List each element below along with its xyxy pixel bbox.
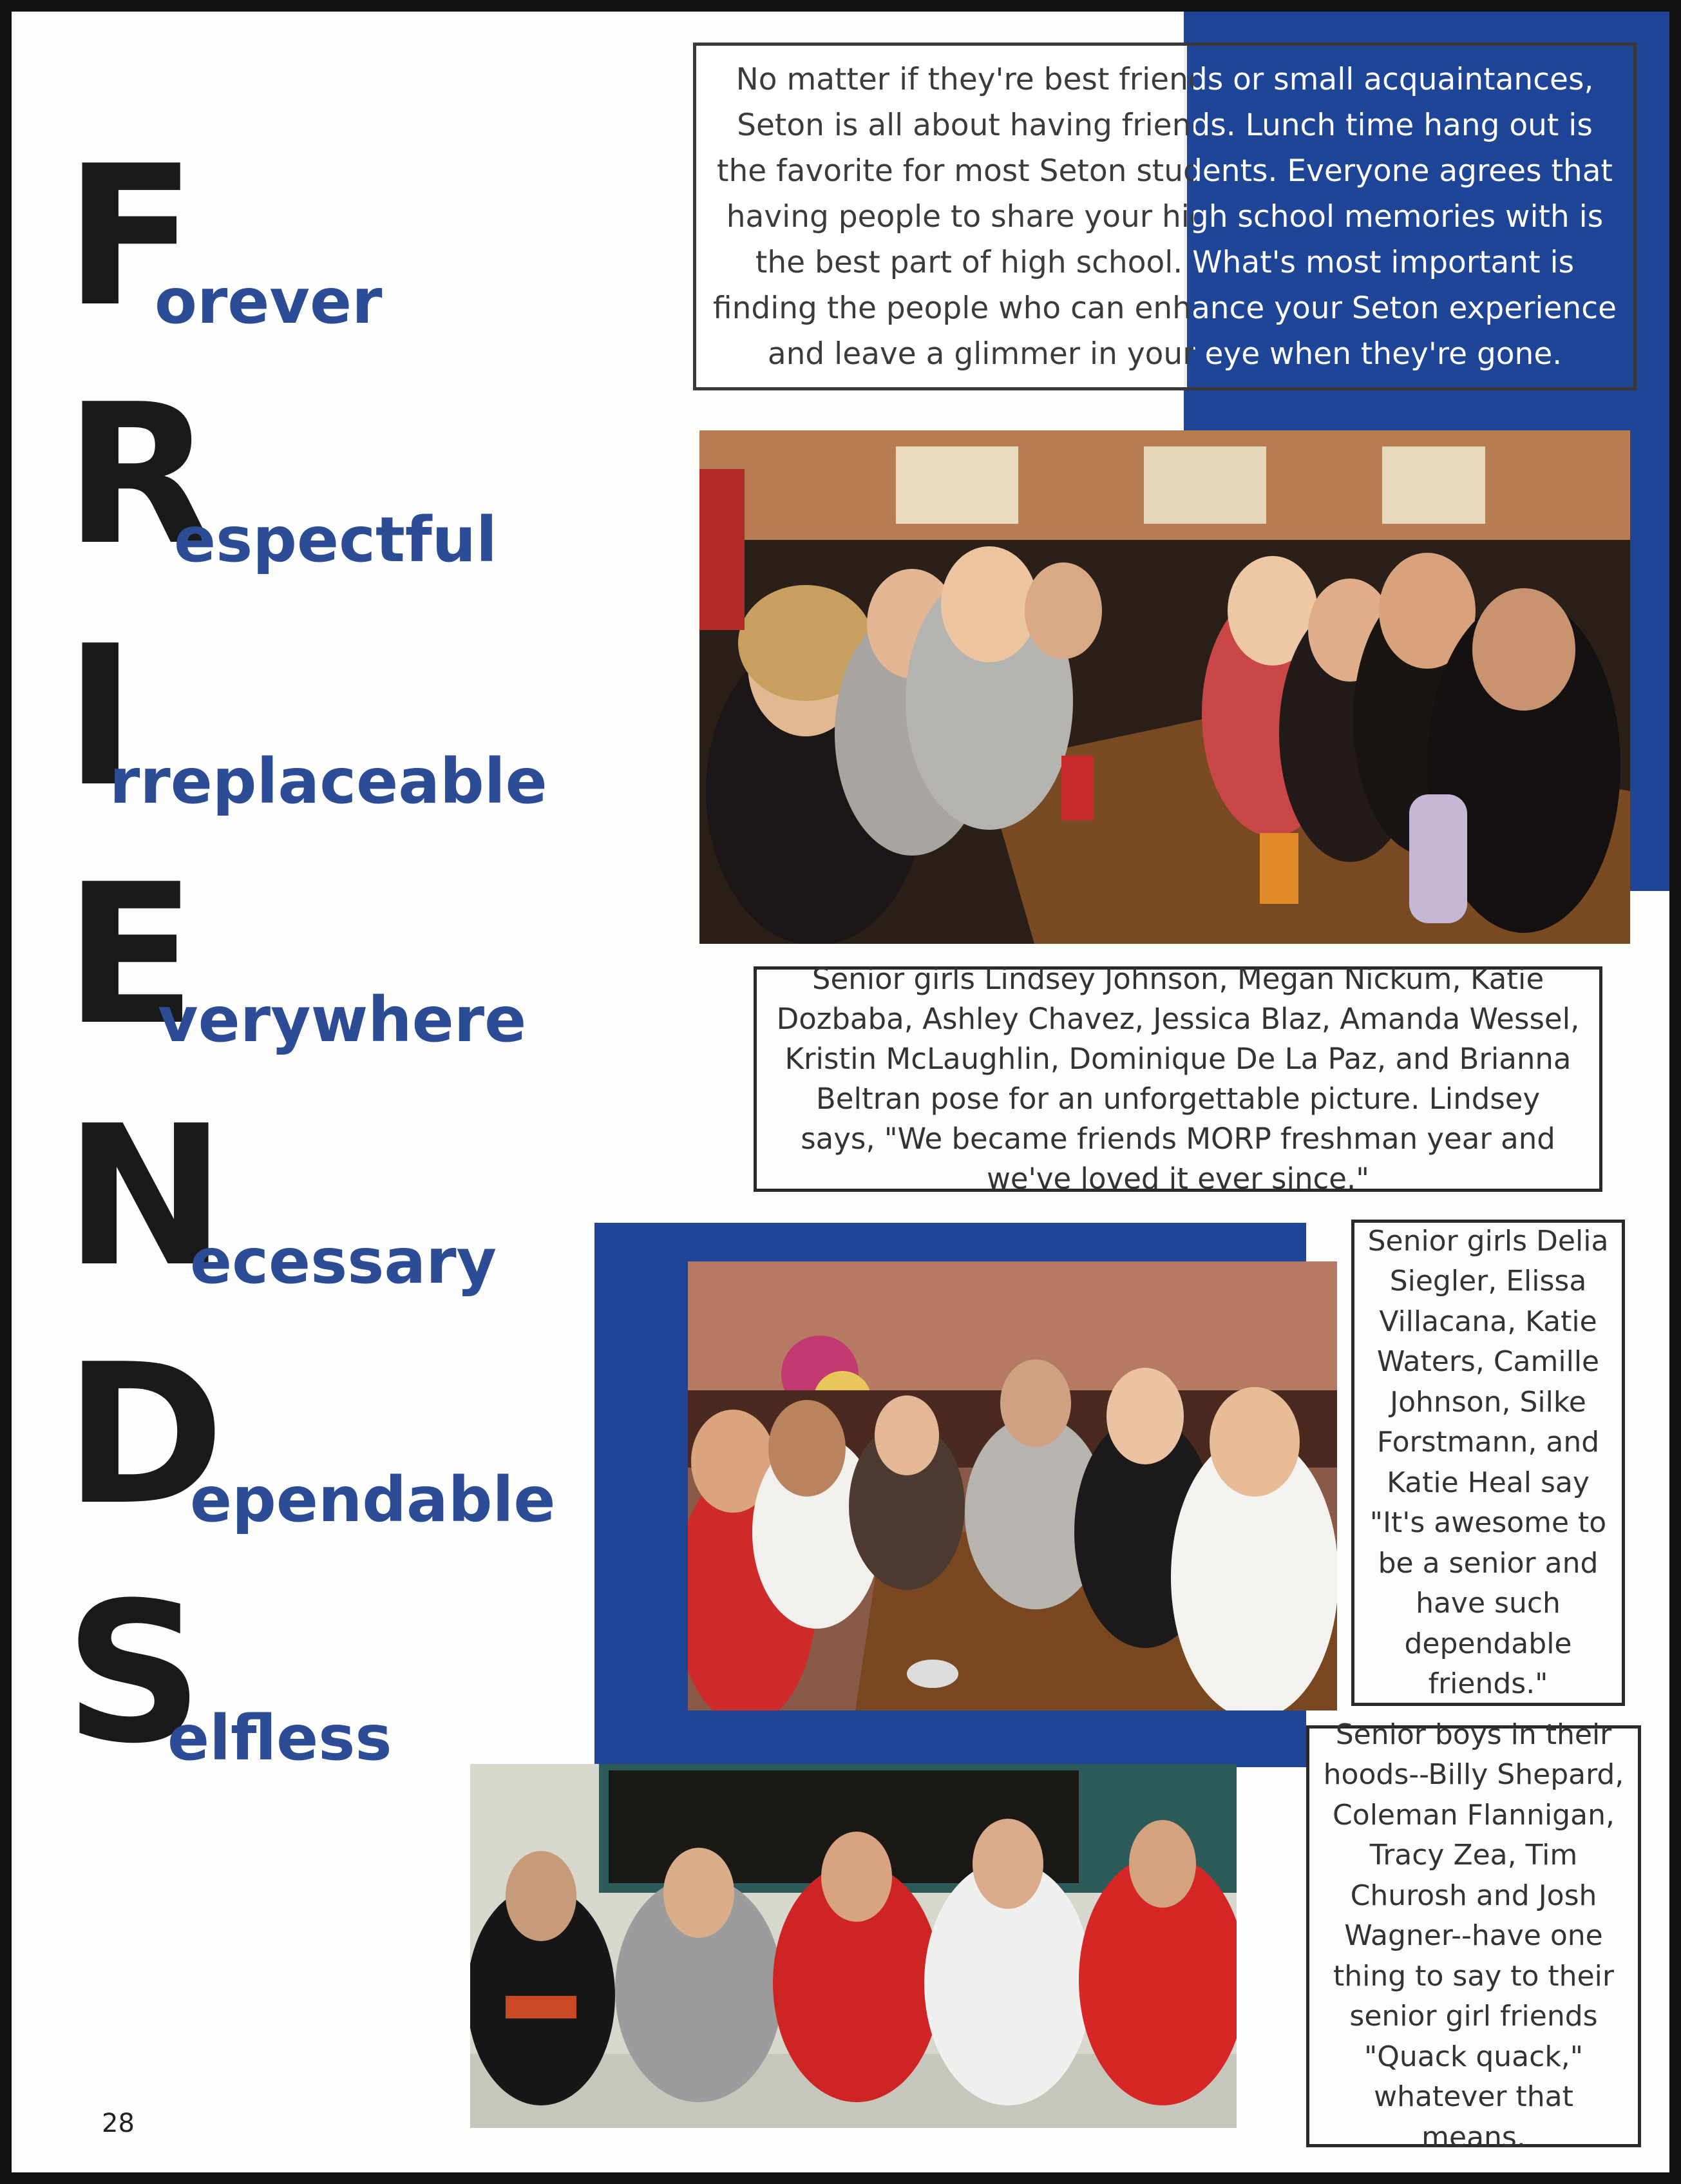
caption-senior-boys-hoods (1306, 1718, 1641, 2154)
acrostic-word: ecessary (190, 1225, 497, 1298)
page-number: 28 (102, 2109, 135, 2138)
caption-senior-girls-dependable (1351, 1220, 1625, 1706)
acrostic-letter: E (64, 843, 196, 1068)
acrostic-word: rreplaceable (109, 745, 547, 818)
caption-text: Senior girls Delia Siegler, Elissa Villacana, Katie Waters, Camille Johnson, Silke Forstmann, and Katie Heal say "It's awesome to be a senior and have such dependable friends." (1367, 1224, 1609, 1700)
intro-text: No matter if they're best friends or small acquaintances, Seton is all about having friends. Lunch time hang out is the favorite for most Seton students. Everyone agrees that having people to share your high school memories with is the best part of high school. What's most important is finding the people who can enhance your Seton experience and leave a glimmer in your eye when they're gone. (709, 57, 1620, 377)
acrostic-word: elfless (167, 1702, 392, 1774)
photo-senior-girls-dependable (688, 1261, 1337, 1710)
photo-senior-boys-hoods (470, 1764, 1237, 2128)
acrostic-letter: I (64, 604, 137, 829)
acrostic-letter: N (64, 1084, 227, 1309)
caption-text: Senior boys in their hoods--Billy Shepard, Coleman Flannigan, Tracy Zea, Tim Churosh and Josh Wagner--have one thing to say to their senior girl friends "Quack quack," whatever that means. (1323, 1718, 1624, 2154)
caption-text: Senior girls Lindsey Johnson, Megan Nickum, Katie Dozbaba, Ashley Chavez, Jessica Blaz, Amanda Wessel, Kristin McLaughlin, Dominique De La Paz, and Brianna Beltran pose for an unforgettable picture. Lindsey says, "We became friends MORP freshman year and we've loved it ever since." (776, 962, 1580, 1196)
acrostic-word: espectful (174, 504, 497, 576)
photo-senior-girls-lunch (699, 430, 1630, 944)
acrostic-letter: S (64, 1561, 204, 1786)
intro-text-box (693, 43, 1637, 390)
acrostic-word: ependable (190, 1464, 556, 1536)
acrostic-word: orever (155, 265, 383, 338)
acrostic-letter: R (64, 363, 214, 588)
acrostic-letter: F (64, 124, 196, 349)
acrostic-word: verywhere (158, 984, 527, 1056)
caption-senior-girls-lunch (754, 962, 1602, 1196)
acrostic-letter: D (64, 1323, 225, 1547)
